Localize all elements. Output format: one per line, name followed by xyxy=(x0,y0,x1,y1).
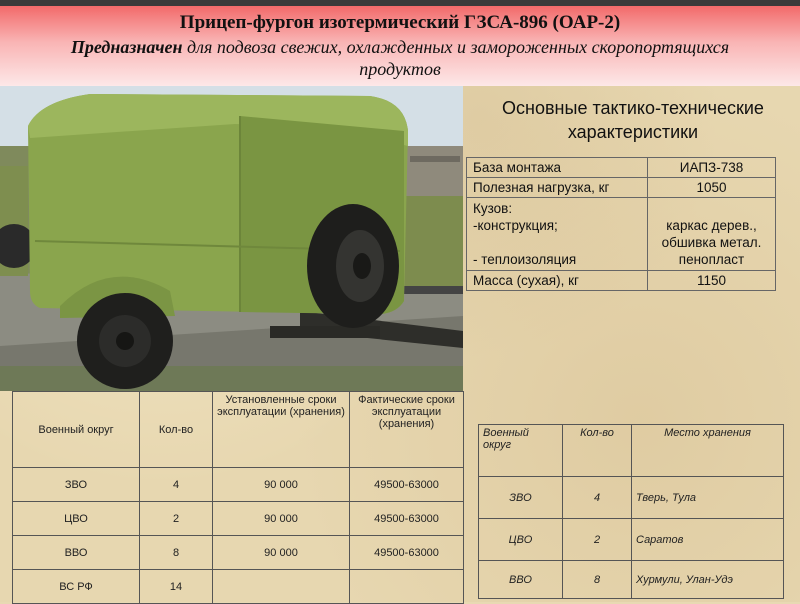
table-row xyxy=(479,561,784,599)
table-row xyxy=(13,570,464,604)
table-cell: 90 000 xyxy=(213,536,350,570)
table-cell: 14 xyxy=(140,570,213,604)
spec-label: Полезная нагрузка, кг xyxy=(467,178,648,198)
spec-value-line: обшивка метал. xyxy=(661,235,762,250)
table-cell: 2 xyxy=(563,519,632,561)
spec-label xyxy=(467,198,648,271)
trailer-photo xyxy=(0,86,463,391)
specs-row xyxy=(467,271,776,291)
table-row xyxy=(479,477,784,519)
column-header: Военный округ xyxy=(13,392,140,468)
column-header: Установленные сроки эксплуатации (хранения) xyxy=(213,392,350,468)
table-cell: 90 000 xyxy=(213,468,350,502)
subtitle-bold: Предназначен xyxy=(70,37,183,57)
table-cell: 8 xyxy=(140,536,213,570)
header-banner xyxy=(0,6,800,86)
table-cell xyxy=(213,570,350,604)
service-life-table xyxy=(12,391,464,604)
column-header: Военный округ xyxy=(479,425,563,477)
column-header: Фактические сроки эксплуатации (хранения) xyxy=(350,392,464,468)
table-cell: ЦВО xyxy=(13,502,140,536)
table-cell: ЗВО xyxy=(479,477,563,519)
spec-value-line: пенопласт xyxy=(678,252,745,267)
specs-row xyxy=(467,198,776,271)
specs-row xyxy=(467,158,776,178)
table-cell: 49500-63000 xyxy=(350,502,464,536)
spec-label: Масса (сухая), кг xyxy=(467,271,648,291)
table-cell: ВВО xyxy=(13,536,140,570)
column-header: Кол-во xyxy=(563,425,632,477)
table-cell: 49500-63000 xyxy=(350,536,464,570)
table-header-row xyxy=(479,425,784,477)
spec-value-line: каркас дерев., xyxy=(666,218,757,233)
table-row xyxy=(13,468,464,502)
table-cell: 90 000 xyxy=(213,502,350,536)
column-header: Кол-во xyxy=(140,392,213,468)
table-header-row xyxy=(13,392,464,468)
spec-label-line: Кузов: xyxy=(473,201,513,216)
table-cell: Тверь, Тула xyxy=(632,477,784,519)
subtitle-text: для подвоза свежих, охлажденных и замороженных скоропортящихся продуктов xyxy=(182,37,730,79)
spec-value: ИАПЗ-738 xyxy=(648,158,776,178)
table-row xyxy=(13,536,464,570)
spec-value: 1150 xyxy=(648,271,776,291)
spec-label: База монтажа xyxy=(467,158,648,178)
column-header: Место хранения xyxy=(632,425,784,477)
table-cell: ВВО xyxy=(479,561,563,599)
table-cell: 2 xyxy=(140,502,213,536)
table-cell xyxy=(350,570,464,604)
table-row xyxy=(13,502,464,536)
spec-value xyxy=(648,198,776,271)
table-cell: Саратов xyxy=(632,519,784,561)
table-cell: 4 xyxy=(140,468,213,502)
trailer-illustration xyxy=(0,86,463,391)
table-cell: ВС РФ xyxy=(13,570,140,604)
table-cell: ЗВО xyxy=(13,468,140,502)
table-cell: 8 xyxy=(563,561,632,599)
table-row xyxy=(479,519,784,561)
specs-row xyxy=(467,178,776,198)
specs-table xyxy=(466,157,776,291)
table-cell: ЦВО xyxy=(479,519,563,561)
spec-label-line: -конструкция; xyxy=(473,218,558,233)
page-subtitle xyxy=(0,36,800,80)
spec-label-line xyxy=(473,234,641,251)
table-cell: 4 xyxy=(563,477,632,519)
page-title: Прицеп-фургон изотермический ГЗСА-896 (ОАР-2) xyxy=(179,12,621,33)
spec-value: 1050 xyxy=(648,178,776,198)
table-cell: Хурмули, Улан-Удэ xyxy=(632,561,784,599)
storage-table xyxy=(478,424,784,599)
spec-label-line: - теплоизоляция xyxy=(473,252,577,267)
table-cell: 49500-63000 xyxy=(350,468,464,502)
specs-title: Основные тактико-технические характеристики xyxy=(502,98,764,142)
